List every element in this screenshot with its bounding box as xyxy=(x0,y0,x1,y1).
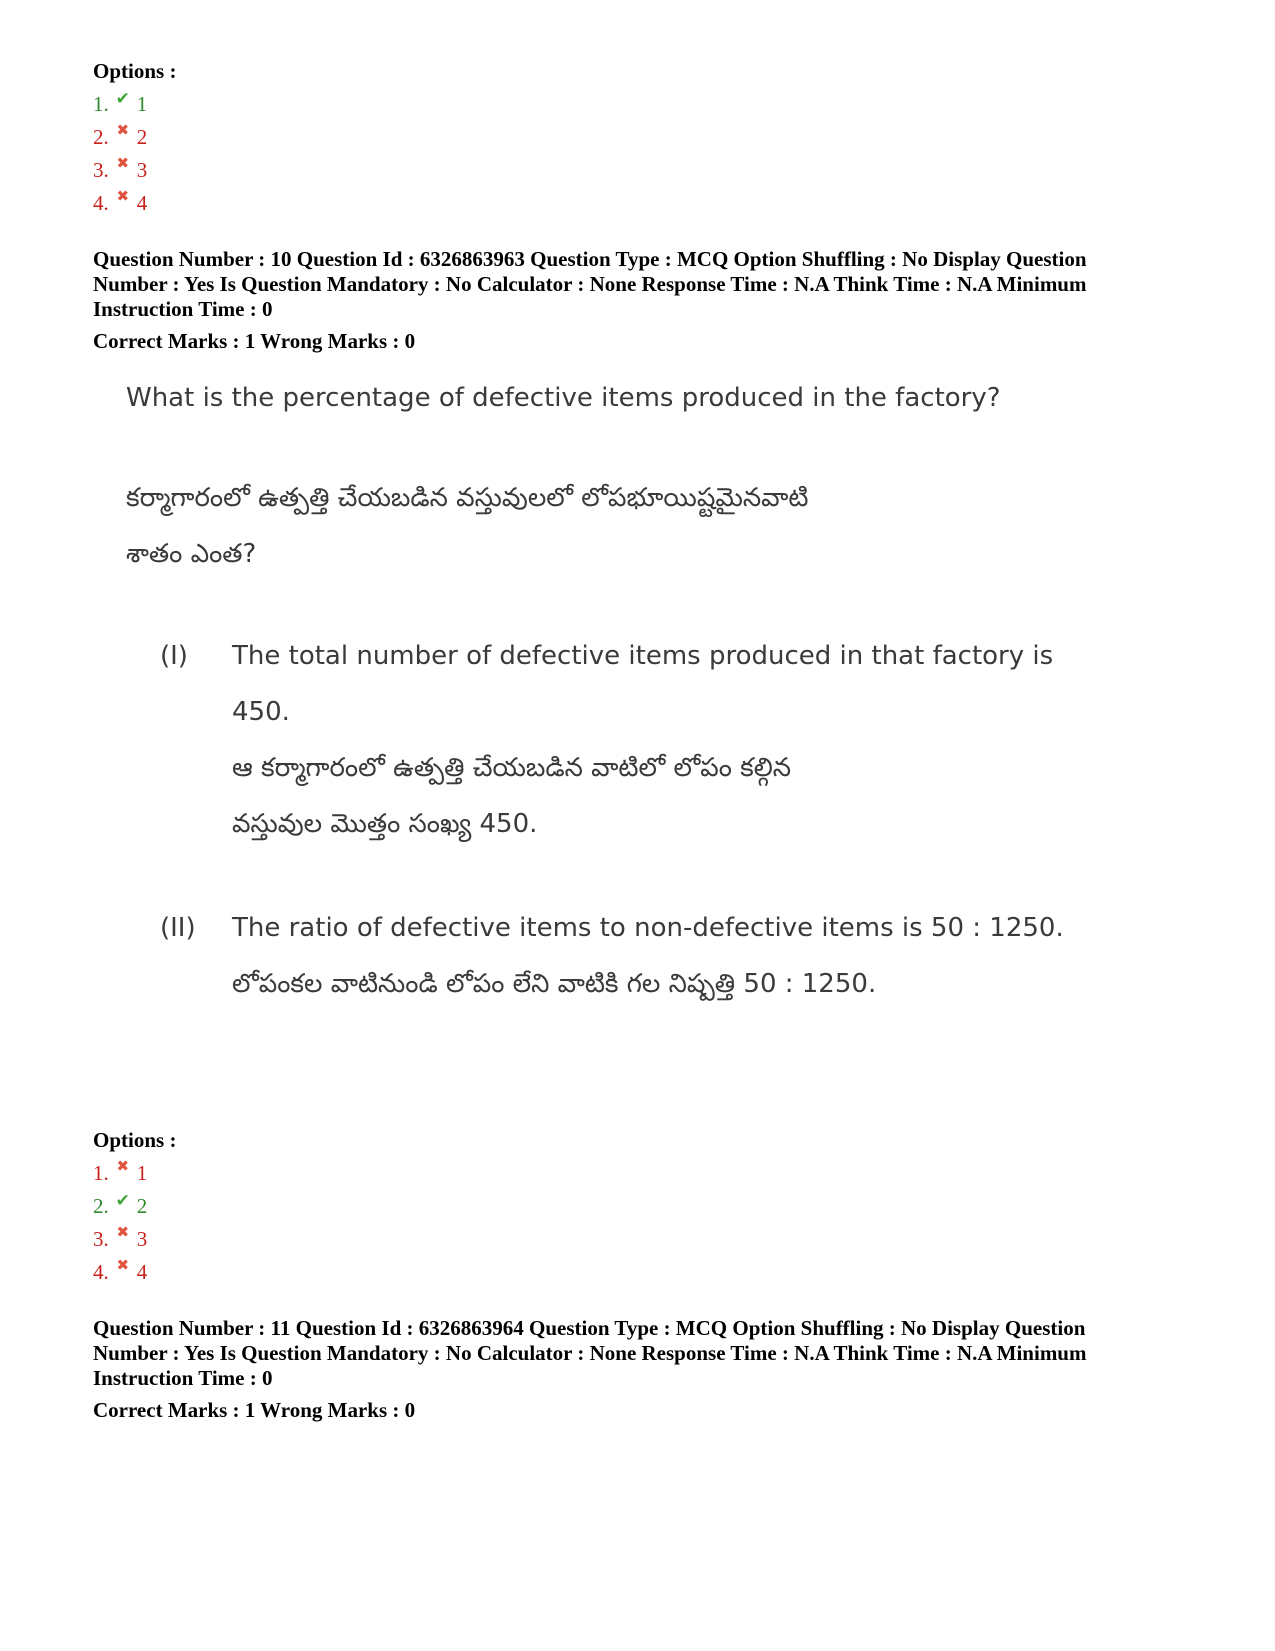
check-icon: ✔ xyxy=(115,89,130,108)
option-label: 3 xyxy=(136,158,148,182)
option-label: 4 xyxy=(136,1260,148,1284)
option-number: 4. xyxy=(93,191,109,215)
options-title: Options : xyxy=(93,59,177,83)
cross-icon: ✖ xyxy=(116,1225,130,1241)
option-4 xyxy=(93,1256,493,1289)
statement-line: The ratio of defective items to non-defective items is 50 : 1250. xyxy=(232,913,1064,943)
option-number: 1. xyxy=(93,92,109,116)
option-3 xyxy=(93,1223,493,1256)
question-meta-line: Instruction Time : 0 xyxy=(93,1366,273,1390)
option-label: 1 xyxy=(136,92,148,116)
option-number: 2. xyxy=(93,1194,109,1218)
option-number: 4. xyxy=(93,1260,109,1284)
option-label: 2 xyxy=(136,125,148,149)
cross-icon: ✖ xyxy=(116,123,130,139)
option-number: 1. xyxy=(93,1161,109,1185)
cross-icon: ✖ xyxy=(116,189,130,205)
option-3 xyxy=(93,154,493,187)
option-2 xyxy=(93,121,493,154)
question-text-telugu xyxy=(126,470,1026,582)
question-text-english: What is the percentage of defective items produced in the factory? xyxy=(126,383,1001,413)
question-meta-line: Number : Yes Is Question Mandatory : No Calculator : None Response Time : N.A Think Time : N.A Minimum xyxy=(93,1341,1087,1365)
question-10-meta xyxy=(93,247,1193,354)
option-label: 4 xyxy=(136,191,148,215)
question-meta-line: Question Number : 10 Question Id : 6326863963 Question Type : MCQ Option Shuffling : No Display Question xyxy=(93,247,1087,271)
statement-line: The total number of defective items produced in that factory is xyxy=(232,641,1054,671)
option-1 xyxy=(93,88,493,121)
cross-icon: ✖ xyxy=(116,1258,130,1274)
statement-line: 450. xyxy=(232,697,290,727)
question-10-body xyxy=(118,378,1064,1078)
statement-line: లోపంకల వాటినుండి లోపం లేని వాటికి గల నిష్పత్తి 50 : 1250. xyxy=(232,969,877,999)
option-number: 2. xyxy=(93,125,109,149)
check-icon: ✔ xyxy=(115,1191,130,1210)
cross-icon: ✖ xyxy=(116,156,130,172)
option-number: 3. xyxy=(93,158,109,182)
option-label: 3 xyxy=(136,1227,148,1251)
question-11-meta xyxy=(93,1316,1193,1423)
marks-info: Correct Marks : 1 Wrong Marks : 0 xyxy=(93,1398,416,1422)
marks-info: Correct Marks : 1 Wrong Marks : 0 xyxy=(93,329,416,353)
question-text-telugu-line: కర్మాగారంలో ఉత్పత్తి చేయబడిన వస్తువులలో లోపభూయిష్టమైనవాటి xyxy=(126,483,809,513)
options-list-question-10 xyxy=(93,1127,493,1289)
cross-icon: ✖ xyxy=(116,1159,130,1175)
statement-label: (I) xyxy=(160,641,188,671)
question-meta-line: Instruction Time : 0 xyxy=(93,297,273,321)
option-number: 3. xyxy=(93,1227,109,1251)
options-list-previous xyxy=(93,58,493,220)
statement-text xyxy=(232,900,1064,1012)
statement-line: వస్తువుల మొత్తం సంఖ్య 450. xyxy=(232,809,538,839)
option-4 xyxy=(93,187,493,220)
option-label: 1 xyxy=(136,1161,148,1185)
question-meta-line: Question Number : 11 Question Id : 6326863964 Question Type : MCQ Option Shuffling : No Display Question xyxy=(93,1316,1086,1340)
option-label: 2 xyxy=(136,1194,148,1218)
statement-label: (II) xyxy=(160,913,196,943)
statement-line: ఆ కర్మాగారంలో ఉత్పత్తి చేయబడిన వాటిలో లోపం కల్గిన xyxy=(232,753,792,783)
option-1 xyxy=(93,1157,493,1190)
question-meta-line: Number : Yes Is Question Mandatory : No Calculator : None Response Time : N.A Think Time : N.A Minimum xyxy=(93,272,1087,296)
statement-text xyxy=(232,628,1054,852)
options-title: Options : xyxy=(93,1128,177,1152)
option-2 xyxy=(93,1190,493,1223)
question-text-telugu-line: శాతం ఎంత? xyxy=(126,539,257,569)
